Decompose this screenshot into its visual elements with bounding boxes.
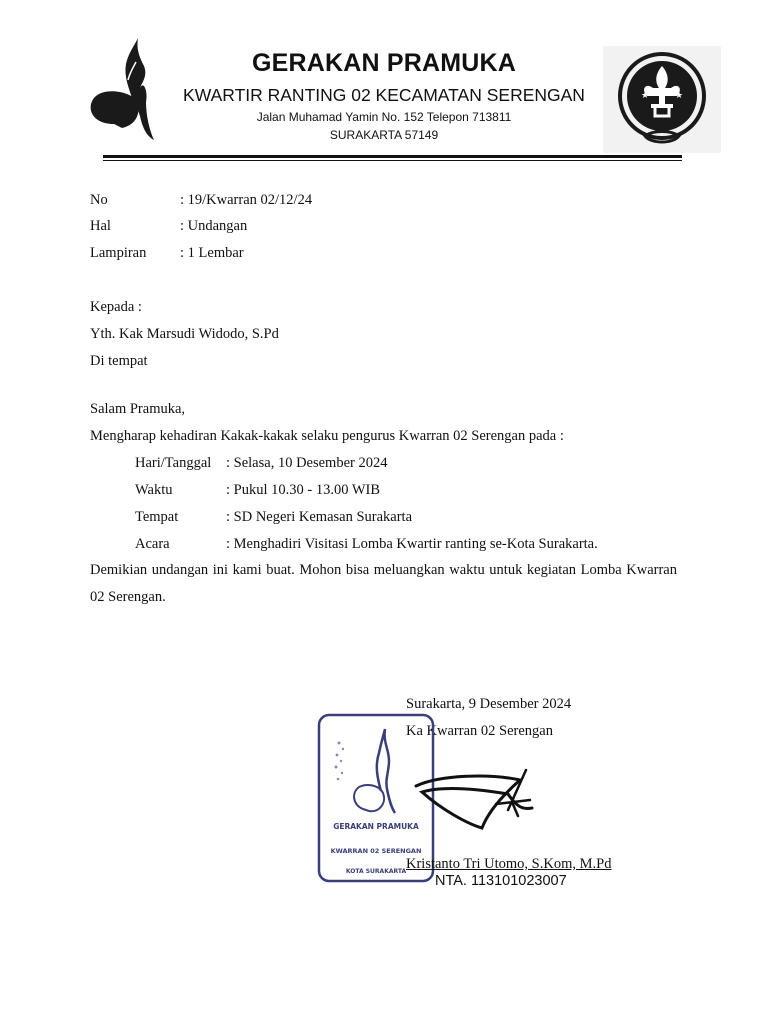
org-subtitle: KWARTIR RANTING 02 KECAMATAN SERENGAN [183,85,585,105]
svg-text:★: ★ [675,91,684,101]
stamp-line3: KOTA SURAKARTA [345,868,407,875]
meta-value-no: : 19/Kwarran 02/12/24 [180,192,313,208]
detail-label-event: Acara [135,536,170,552]
meta-value-hal: : Undangan [180,218,248,234]
detail-value-date: : Selasa, 10 Desember 2024 [226,455,388,471]
header-divider [103,155,682,158]
sign-place-date: Surakarta, 9 Desember 2024 [406,696,572,712]
recipient-name: Yth. Kak Marsudi Widodo, S.Pd [90,326,279,342]
detail-value-time: : Pukul 10.30 - 13.00 WIB [226,482,380,498]
stamp-speckle [335,742,345,781]
header-divider-thin [103,160,682,161]
meta-label-hal: Hal [90,218,111,234]
detail-label-place: Tempat [135,509,179,525]
svg-text:★: ★ [641,91,650,101]
detail-label-time: Waktu [135,482,173,498]
signer-nta: NTA. 113101023007 [435,873,567,889]
org-address: Jalan Muhamad Yamin No. 152 Telepon 713811 [256,110,512,124]
detail-value-event: : Menghadiri Visitasi Lomba Kwartir ranting se-Kota Surakarta. [226,536,598,552]
meta-label-lampiran: Lampiran [90,245,147,261]
signer-name: Kristanto Tri Utomo, S.Kom, M.Pd [406,856,612,872]
detail-label-date: Hari/Tanggal [135,455,212,471]
org-city: SURAKARTA 57149 [329,128,439,142]
detail-value-place: : SD Negeri Kemasan Surakarta [226,509,413,525]
sign-position: Ka Kwarran 02 Serengan [406,723,553,739]
intro-text: Mengharap kehadiran Kakak-kakak selaku pengurus Kwarran 02 Serengan pada : [90,428,564,444]
org-title: GERAKAN PRAMUKA [251,49,517,77]
recipient-place: Di tempat [90,353,148,369]
greeting: Salam Pramuka, [90,401,186,417]
meta-label-no: No [90,192,108,208]
recipient-kepada: Kepada : [90,299,142,315]
stamp-line1: GERAKAN PRAMUKA [333,822,419,831]
meta-value-lampiran: : 1 Lembar [180,245,244,261]
handwritten-signature [412,766,537,836]
closing-paragraph: Demikian undangan ini kami buat. Mohon bisa meluangkan waktu untuk kegiatan Lomba Kwarran 02 Serengan. [90,562,677,605]
stamp-line2: KWARRAN 02 SERENGAN [330,847,422,855]
